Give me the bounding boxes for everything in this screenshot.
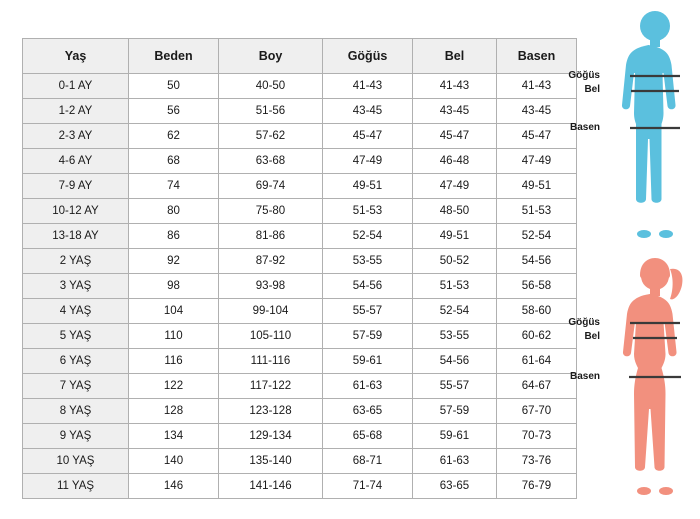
cell-bel: 53-55 xyxy=(413,324,497,349)
cell-beden: 146 xyxy=(129,474,219,499)
cell-boy: 105-110 xyxy=(219,324,323,349)
cell-yas: 13-18 AY xyxy=(23,224,129,249)
cell-basen: 76-79 xyxy=(497,474,577,499)
cell-bel: 49-51 xyxy=(413,224,497,249)
size-chart-table xyxy=(22,38,577,499)
table-row xyxy=(23,449,577,474)
cell-gogus: 49-51 xyxy=(323,174,413,199)
cell-gogus: 41-43 xyxy=(323,74,413,99)
cell-basen: 54-56 xyxy=(497,249,577,274)
table-header-row xyxy=(23,39,577,74)
cell-gogus: 65-68 xyxy=(323,424,413,449)
cell-yas: 4-6 AY xyxy=(23,149,129,174)
girl-chest-label: Göğüs xyxy=(568,317,600,328)
girl-waist-label: Bel xyxy=(584,331,600,342)
boy-hip-label: Basen xyxy=(569,122,600,133)
boy-waist-label: Bel xyxy=(584,84,600,95)
cell-bel: 59-61 xyxy=(413,424,497,449)
cell-boy: 63-68 xyxy=(219,149,323,174)
table-row xyxy=(23,124,577,149)
cell-yas: 7 YAŞ xyxy=(23,374,129,399)
table-row xyxy=(23,399,577,424)
cell-boy: 111-116 xyxy=(219,349,323,374)
table-header xyxy=(23,39,577,74)
table-row xyxy=(23,224,577,249)
cell-gogus: 61-63 xyxy=(323,374,413,399)
cell-boy: 141-146 xyxy=(219,474,323,499)
cell-yas: 7-9 AY xyxy=(23,174,129,199)
table-row xyxy=(23,349,577,374)
cell-bel: 55-57 xyxy=(413,374,497,399)
cell-beden: 140 xyxy=(129,449,219,474)
cell-yas: 3 YAŞ xyxy=(23,274,129,299)
cell-basen: 51-53 xyxy=(497,199,577,224)
cell-bel: 57-59 xyxy=(413,399,497,424)
boy-chest-label: Göğüs xyxy=(568,70,600,81)
cell-gogus: 71-74 xyxy=(323,474,413,499)
cell-bel: 43-45 xyxy=(413,99,497,124)
cell-gogus: 54-56 xyxy=(323,274,413,299)
cell-basen: 73-76 xyxy=(497,449,577,474)
cell-basen: 64-67 xyxy=(497,374,577,399)
cell-bel: 61-63 xyxy=(413,449,497,474)
cell-basen: 47-49 xyxy=(497,149,577,174)
cell-gogus: 68-71 xyxy=(323,449,413,474)
cell-gogus: 53-55 xyxy=(323,249,413,274)
table-row xyxy=(23,274,577,299)
cell-bel: 50-52 xyxy=(413,249,497,274)
cell-yas: 11 YAŞ xyxy=(23,474,129,499)
table-row xyxy=(23,249,577,274)
girl-ponytail xyxy=(670,269,683,300)
cell-basen: 61-64 xyxy=(497,349,577,374)
cell-boy: 93-98 xyxy=(219,274,323,299)
boy-body-icon xyxy=(610,6,700,256)
cell-beden: 134 xyxy=(129,424,219,449)
cell-basen: 70-73 xyxy=(497,424,577,449)
column-header-beden: Beden xyxy=(129,39,219,74)
cell-beden: 68 xyxy=(129,149,219,174)
cell-bel: 51-53 xyxy=(413,274,497,299)
cell-boy: 81-86 xyxy=(219,224,323,249)
girl-hip-label: Basen xyxy=(569,371,600,382)
table-body xyxy=(23,74,577,499)
cell-gogus: 57-59 xyxy=(323,324,413,349)
table-row xyxy=(23,299,577,324)
column-header-basen: Basen xyxy=(497,39,577,74)
column-header-yas: Yaş xyxy=(23,39,129,74)
cell-boy: 87-92 xyxy=(219,249,323,274)
cell-beden: 92 xyxy=(129,249,219,274)
cell-basen: 52-54 xyxy=(497,224,577,249)
cell-boy: 129-134 xyxy=(219,424,323,449)
cell-gogus: 55-57 xyxy=(323,299,413,324)
cell-yas: 4 YAŞ xyxy=(23,299,129,324)
girl-figure-diagram xyxy=(568,255,700,513)
cell-basen: 43-45 xyxy=(497,99,577,124)
cell-beden: 80 xyxy=(129,199,219,224)
cell-basen: 67-70 xyxy=(497,399,577,424)
table-row xyxy=(23,424,577,449)
table-row xyxy=(23,174,577,199)
cell-beden: 110 xyxy=(129,324,219,349)
cell-boy: 117-122 xyxy=(219,374,323,399)
cell-bel: 48-50 xyxy=(413,199,497,224)
cell-basen: 41-43 xyxy=(497,74,577,99)
cell-boy: 51-56 xyxy=(219,99,323,124)
cell-beden: 116 xyxy=(129,349,219,374)
cell-basen: 56-58 xyxy=(497,274,577,299)
cell-yas: 8 YAŞ xyxy=(23,399,129,424)
cell-gogus: 63-65 xyxy=(323,399,413,424)
cell-bel: 46-48 xyxy=(413,149,497,174)
column-header-bel: Bel xyxy=(413,39,497,74)
cell-beden: 104 xyxy=(129,299,219,324)
cell-yas: 0-1 AY xyxy=(23,74,129,99)
cell-bel: 52-54 xyxy=(413,299,497,324)
cell-bel: 47-49 xyxy=(413,174,497,199)
table-row xyxy=(23,149,577,174)
cell-beden: 98 xyxy=(129,274,219,299)
cell-beden: 122 xyxy=(129,374,219,399)
table-row xyxy=(23,474,577,499)
cell-gogus: 51-53 xyxy=(323,199,413,224)
girl-body-icon xyxy=(610,255,700,513)
cell-gogus: 45-47 xyxy=(323,124,413,149)
cell-yas: 10-12 AY xyxy=(23,199,129,224)
cell-boy: 57-62 xyxy=(219,124,323,149)
cell-boy: 99-104 xyxy=(219,299,323,324)
cell-beden: 50 xyxy=(129,74,219,99)
cell-yas: 10 YAŞ xyxy=(23,449,129,474)
cell-bel: 63-65 xyxy=(413,474,497,499)
cell-bel: 54-56 xyxy=(413,349,497,374)
cell-basen: 60-62 xyxy=(497,324,577,349)
cell-beden: 128 xyxy=(129,399,219,424)
column-header-gogus: Göğüs xyxy=(323,39,413,74)
cell-bel: 41-43 xyxy=(413,74,497,99)
cell-gogus: 47-49 xyxy=(323,149,413,174)
table-row xyxy=(23,374,577,399)
cell-gogus: 43-45 xyxy=(323,99,413,124)
cell-yas: 1-2 AY xyxy=(23,99,129,124)
cell-boy: 123-128 xyxy=(219,399,323,424)
cell-boy: 69-74 xyxy=(219,174,323,199)
cell-gogus: 52-54 xyxy=(323,224,413,249)
table-row xyxy=(23,99,577,124)
cell-beden: 74 xyxy=(129,174,219,199)
cell-boy: 75-80 xyxy=(219,199,323,224)
cell-beden: 56 xyxy=(129,99,219,124)
table-row xyxy=(23,324,577,349)
table-row xyxy=(23,199,577,224)
boy-figure-diagram xyxy=(568,6,700,256)
cell-yas: 2 YAŞ xyxy=(23,249,129,274)
cell-boy: 135-140 xyxy=(219,449,323,474)
cell-beden: 86 xyxy=(129,224,219,249)
cell-yas: 2-3 AY xyxy=(23,124,129,149)
cell-bel: 45-47 xyxy=(413,124,497,149)
cell-yas: 6 YAŞ xyxy=(23,349,129,374)
column-header-boy: Boy xyxy=(219,39,323,74)
cell-basen: 45-47 xyxy=(497,124,577,149)
cell-boy: 40-50 xyxy=(219,74,323,99)
cell-basen: 49-51 xyxy=(497,174,577,199)
cell-yas: 9 YAŞ xyxy=(23,424,129,449)
table-row xyxy=(23,74,577,99)
cell-basen: 58-60 xyxy=(497,299,577,324)
cell-beden: 62 xyxy=(129,124,219,149)
cell-gogus: 59-61 xyxy=(323,349,413,374)
cell-yas: 5 YAŞ xyxy=(23,324,129,349)
